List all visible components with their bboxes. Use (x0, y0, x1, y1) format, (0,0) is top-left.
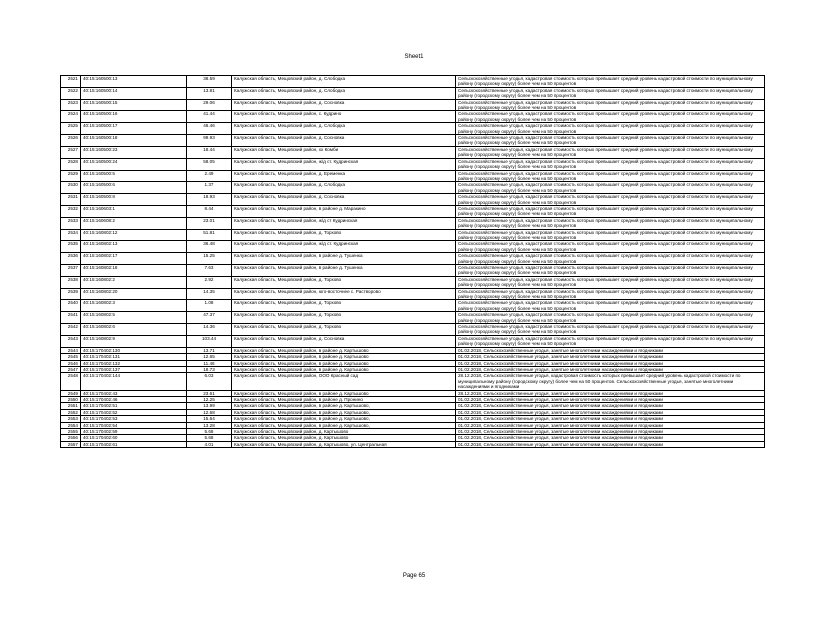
address-cell: Калужская область, Мещовский район, д. Слободка (232, 87, 456, 99)
cadastral-number-cell: 40:15:170402:53 (81, 416, 187, 422)
land-category-cell: Сельскохозяйственные угодья, кадастровая стоимость которых превышает средний уровень кадастровой стоимости по муниципальному району (городскому округу) более чем на 50 процентов (456, 253, 765, 265)
row-number-cell: 2544 (61, 347, 81, 353)
cadastral-number-cell: 40:15:160802:12 (81, 229, 187, 241)
area-cell: 13.99 (187, 403, 232, 409)
table-row (61, 300, 765, 312)
land-category-cell: 01.02.2018, Сельскохозяйственные угодья, занятые многолетними насаждениями и ягодниками (456, 422, 765, 428)
land-category-cell: 01.02.2018, Сельскохозяйственные угодья, занятые многолетними насаждениями и ягодниками (456, 360, 765, 366)
area-cell: 23.61 (187, 390, 232, 396)
area-cell: 5.68 (187, 428, 232, 434)
row-number-cell: 2548 (61, 373, 81, 390)
address-cell: Калужская область, Мещовский район, ж/д ст Кудринская (232, 217, 456, 229)
address-cell: Калужская область, Мещовский район, д. Торхово (232, 300, 456, 312)
row-number-cell: 2529 (61, 170, 81, 182)
area-cell: 29.06 (187, 99, 232, 111)
address-cell: Калужская область, Мещовский район, д. Торхово (232, 324, 456, 336)
address-cell: Калужская область, Мещовский район, д. Слободка (232, 123, 456, 135)
area-cell: 18.44 (187, 146, 232, 158)
table-row (61, 182, 765, 194)
land-category-cell: 01.02.2018, Сельскохозяйственные угодья, занятые многолетними насаждениями и ягодниками (456, 403, 765, 409)
address-cell: Калужская область, Мещовский район, д. Торхово (232, 276, 456, 288)
cadastral-number-cell: 40:15:160603:1 (81, 205, 187, 217)
land-category-cell: Сельскохозяйственные угодья, кадастровая стоимость которых превышает средний уровень кадастровой стоимости по муниципальному району (городскому округу) более чем на 50 процентов (456, 99, 765, 111)
address-cell: Калужская область, Мещовский район, д. Еременка (232, 170, 456, 182)
land-category-cell: Сельскохозяйственные угодья, кадастровая стоимость которых превышает средний уровень кадастровой стоимости по муниципальному району (городскому округу) более чем на 50 процентов (456, 300, 765, 312)
land-category-cell: Сельскохозяйственные угодья, кадастровая стоимость которых превышает средний уровень кадастровой стоимости по муниципальному району (городскому округу) более чем на 50 процентов (456, 123, 765, 135)
address-cell: Калужская область, Мещовский район, д. Слободка (232, 182, 456, 194)
land-category-cell: 01.02.2018, Сельскохозяйственные угодья, занятые многолетними насаждениями и ягодниками (456, 347, 765, 353)
address-cell: Калужская область, Мещовский район, в районе д. Маракино (232, 205, 456, 217)
cadastral-number-cell: 40:15:170402:52 (81, 409, 187, 415)
land-category-cell: 01.02.2018, Сельскохозяйственные угодья, занятые многолетними насаждениями и ягодниками (456, 435, 765, 441)
land-category-cell: Сельскохозяйственные угодья, кадастровая стоимость которых превышает средний уровень кадастровой стоимости по муниципальному району (городскому округу) более чем на 50 процентов (456, 135, 765, 147)
land-category-cell: Сельскохозяйственные угодья, кадастровая стоимость которых превышает средний уровень кадастровой стоимости по муниципальному району (городскому округу) более чем на 50 процентов (456, 276, 765, 288)
area-cell: 36.48 (187, 241, 232, 253)
table-row (61, 87, 765, 99)
row-number-cell: 2553 (61, 416, 81, 422)
cadastral-number-cell: 40:15:160500:8 (81, 194, 187, 206)
land-category-cell: 28.12.2018, Сельскохозяйственные угодья, кадастровая стоимость которых превышает средний уровень кадастровой стоимости по муниципальному району (городскому округу) более чем на 50 процентов. Сельскохозяйственные угодья, занятые многолетними насаждениями и ягодниками (456, 373, 765, 390)
address-cell: Калужская область, Мещовский район, д. Сосновка (232, 335, 456, 347)
area-cell: 51.81 (187, 229, 232, 241)
area-cell: 6.03 (187, 373, 232, 390)
address-cell: Калужская область, Мещовский район, в районе д. Картышово, (232, 409, 456, 415)
cadastral-number-cell: 40:15:170402:137 (81, 366, 187, 372)
land-category-cell: Сельскохозяйственные угодья, кадастровая стоимость которых превышает средний уровень кадастровой стоимости по муниципальному району (городскому округу) более чем на 50 процентов (456, 217, 765, 229)
area-cell: 23.01 (187, 217, 232, 229)
land-category-cell: 01.02.2018, Сельскохозяйственные угодья, занятые многолетними насаждениями и ягодниками (456, 354, 765, 360)
area-cell: 13.28 (187, 422, 232, 428)
row-number-cell: 2523 (61, 99, 81, 111)
area-cell: 1.08 (187, 300, 232, 312)
area-cell: 18.93 (187, 194, 232, 206)
area-cell: 8.44 (187, 205, 232, 217)
area-cell: 38.59 (187, 76, 232, 88)
row-number-cell: 2546 (61, 360, 81, 366)
land-plots-table (60, 75, 765, 448)
table-row (61, 99, 765, 111)
table-row (61, 324, 765, 336)
address-cell: Калужская область, Мещовский район, д. Сосновка (232, 194, 456, 206)
address-cell: Калужская область, Мещовский район, в районе д. Пронино (232, 396, 456, 402)
land-category-cell: 01.02.2018, Сельскохозяйственные угодья, занятые многолетними насаждениями и ягодниками (456, 409, 765, 415)
table-row (61, 312, 765, 324)
area-cell: 15.64 (187, 416, 232, 422)
address-cell: Калужская область, Мещовский район, д. Картышово (232, 435, 456, 441)
land-category-cell: Сельскохозяйственные угодья, кадастровая стоимость которых превышает средний уровень кадастровой стоимости по муниципальному району (городскому округу) более чем на 50 процентов (456, 265, 765, 277)
row-number-cell: 2539 (61, 288, 81, 300)
table-row (61, 123, 765, 135)
table-row (61, 265, 765, 277)
cadastral-number-cell: 40:15:160802:2 (81, 276, 187, 288)
table-row (61, 241, 765, 253)
land-category-cell: Сельскохозяйственные угодья, кадастровая стоимость которых превышает средний уровень кадастровой стоимости по муниципальному району (городскому округу) более чем на 50 процентов (456, 87, 765, 99)
cadastral-number-cell: 40:15:160500:24 (81, 158, 187, 170)
row-number-cell: 2547 (61, 366, 81, 372)
area-cell: 1.37 (187, 182, 232, 194)
row-number-cell: 2538 (61, 276, 81, 288)
land-category-cell: Сельскохозяйственные угодья, кадастровая стоимость которых превышает средний уровень кадастровой стоимости по муниципальному району (городскому округу) более чем на 50 процентов (456, 111, 765, 123)
cadastral-number-cell: 40:15:160500:18 (81, 135, 187, 147)
table-row (61, 194, 765, 206)
row-number-cell: 2522 (61, 87, 81, 99)
land-category-cell: Сельскохозяйственные угодья, кадастровая стоимость которых превышает средний уровень кадастровой стоимости по муниципальному району (городскому округу) более чем на 50 процентов (456, 158, 765, 170)
cadastral-number-cell: 40:15:170402:130 (81, 347, 187, 353)
land-category-cell: 01.02.2018, Сельскохозяйственные угодья, занятые многолетними насаждениями и ягодниками (456, 428, 765, 434)
table-row (61, 276, 765, 288)
row-number-cell: 2532 (61, 205, 81, 217)
table-row (61, 135, 765, 147)
cadastral-number-cell: 40:15:170402:60 (81, 435, 187, 441)
land-category-cell: Сельскохозяйственные угодья, кадастровая стоимость которых превышает средний уровень кадастровой стоимости по муниципальному району (городскому округу) более чем на 50 процентов (456, 170, 765, 182)
row-number-cell: 2543 (61, 335, 81, 347)
area-cell: 11.46 (187, 360, 232, 366)
address-cell: Калужская область, Мещовский район, д. Торхово (232, 312, 456, 324)
address-cell: Калужская область, Мещовский район, д. Торхово (232, 229, 456, 241)
area-cell: 103.44 (187, 335, 232, 347)
address-cell: Калужская область, Мещовский район, в районе д. Картышово (232, 390, 456, 396)
area-cell: 12.65 (187, 354, 232, 360)
address-cell: Калужская область, Мещовский район, в районе д. Тушенка (232, 253, 456, 265)
land-category-cell: Сельскохозяйственные угодья, кадастровая стоимость которых превышает средний уровень кадастровой стоимости по муниципальному району (городскому округу) более чем на 50 процентов (456, 194, 765, 206)
table-row (61, 146, 765, 158)
cadastral-number-cell: 40:15:170402:43 (81, 390, 187, 396)
row-number-cell: 2537 (61, 265, 81, 277)
cadastral-number-cell: 40:15:170402:46 (81, 396, 187, 402)
table-row (61, 253, 765, 265)
row-number-cell: 2556 (61, 435, 81, 441)
area-cell: 15.25 (187, 253, 232, 265)
land-category-cell: 01.02.2018, Сельскохозяйственные угодья, занятые многолетними насаждениями и ягодниками (456, 416, 765, 422)
row-number-cell: 2527 (61, 146, 81, 158)
address-cell: Калужская область, Мещовский район, в районе д. Картышово, (232, 422, 456, 428)
land-category-cell: Сельскохозяйственные угодья, кадастровая стоимость которых превышает средний уровень кадастровой стоимости по муниципальному району (городскому округу) более чем на 50 процентов (456, 76, 765, 88)
address-cell: Калужская область, Мещовский район, в районе д. Картышово, (232, 403, 456, 409)
sheet-title: Sheet1 (404, 54, 424, 60)
cadastral-number-cell: 40:15:160802:20 (81, 288, 187, 300)
address-cell: Калужская область, Мещовский район, ж/д ст. Кудринская (232, 158, 456, 170)
row-number-cell: 2540 (61, 300, 81, 312)
table-row (61, 229, 765, 241)
row-number-cell: 2535 (61, 241, 81, 253)
table-row (61, 288, 765, 300)
area-cell: 13.81 (187, 87, 232, 99)
row-number-cell: 2528 (61, 158, 81, 170)
area-cell: 12.68 (187, 409, 232, 415)
row-number-cell: 2552 (61, 409, 81, 415)
area-cell: 46.46 (187, 123, 232, 135)
table-row (61, 441, 765, 447)
table-row (61, 111, 765, 123)
cadastral-number-cell: 40:15:170402:144 (81, 373, 187, 390)
cadastral-number-cell: 40:15:170402:132 (81, 360, 187, 366)
cadastral-number-cell: 40:15:160802:17 (81, 253, 187, 265)
row-number-cell: 2526 (61, 135, 81, 147)
row-number-cell: 2534 (61, 229, 81, 241)
land-category-cell: 28.12.2018, Сельскохозяйственные угодья, занятые многолетними насаждениями и ягодниками (456, 390, 765, 396)
land-category-cell: Сельскохозяйственные угодья, кадастровая стоимость которых превышает средний уровень кадастровой стоимости по муниципальному району (городскому округу) более чем на 50 процентов (456, 205, 765, 217)
address-cell: Калужская область, Мещовский район, юго-восточнее с. Растворово (232, 288, 456, 300)
row-number-cell: 2545 (61, 354, 81, 360)
row-number-cell: 2524 (61, 111, 81, 123)
area-cell: 14.36 (187, 324, 232, 336)
cadastral-number-cell: 40:15:160500:15 (81, 99, 187, 111)
cadastral-number-cell: 40:15:160500:17 (81, 123, 187, 135)
address-cell: Калужская область, Мещовский район, с. Кудрино (232, 111, 456, 123)
row-number-cell: 2525 (61, 123, 81, 135)
row-number-cell: 2554 (61, 422, 81, 428)
land-category-cell: Сельскохозяйственные угодья, кадастровая стоимость которых превышает средний уровень кадастровой стоимости по муниципальному району (городскому округу) более чем на 50 процентов (456, 324, 765, 336)
area-cell: 5.68 (187, 435, 232, 441)
row-number-cell: 2530 (61, 182, 81, 194)
cadastral-number-cell: 40:15:160802:5 (81, 312, 187, 324)
land-category-cell: 01.02.2018, Сельскохозяйственные угодья, занятые многолетними насаждениями и ягодниками (456, 441, 765, 447)
cadastral-number-cell: 40:15:160802:3 (81, 300, 187, 312)
row-number-cell: 2550 (61, 396, 81, 402)
address-cell: Калужская область, Мещовский район, в районе д. Картышово (232, 347, 456, 353)
cadastral-number-cell: 40:15:160500:23 (81, 146, 187, 158)
row-number-cell: 2536 (61, 253, 81, 265)
cadastral-number-cell: 40:15:160500:13 (81, 76, 187, 88)
address-cell: Калужская область, Мещовский район, ж/д ст. Кудринская (232, 241, 456, 253)
row-number-cell: 2549 (61, 390, 81, 396)
land-category-cell: Сельскохозяйственные угодья, кадастровая стоимость которых превышает средний уровень кадастровой стоимости по муниципальному району (городскому округу) более чем на 50 процентов (456, 335, 765, 347)
cadastral-number-cell: 40:15:160500:16 (81, 111, 187, 123)
table-row (61, 205, 765, 217)
land-category-cell: Сельскохозяйственные угодья, кадастровая стоимость которых превышает средний уровень кадастровой стоимости по муниципальному району (городскому округу) более чем на 50 процентов (456, 229, 765, 241)
row-number-cell: 2531 (61, 194, 81, 206)
row-number-cell: 2533 (61, 217, 81, 229)
row-number-cell: 2541 (61, 312, 81, 324)
table-row (61, 76, 765, 88)
address-cell: Калужская область, Мещовский район, в районе д. Картышово, (232, 416, 456, 422)
area-cell: 4.01 (187, 441, 232, 447)
area-cell: 7.63 (187, 265, 232, 277)
cadastral-number-cell: 40:15:170402:51 (81, 403, 187, 409)
cadastral-number-cell: 40:15:160500:5 (81, 170, 187, 182)
area-cell: 2.92 (187, 276, 232, 288)
cadastral-number-cell: 40:15:170402:131 (81, 354, 187, 360)
address-cell: Калужская область, Мещовский район, в районе д. Картышово (232, 360, 456, 366)
area-cell: 99.93 (187, 135, 232, 147)
cadastral-number-cell: 40:15:170402:59 (81, 428, 187, 434)
land-category-cell: Сельскохозяйственные угодья, кадастровая стоимость которых превышает средний уровень кадастровой стоимости по муниципальному району (городскому округу) более чем на 50 процентов (456, 182, 765, 194)
row-number-cell: 2551 (61, 403, 81, 409)
address-cell: Калужская область, Мещовский район, хх Комби (232, 146, 456, 158)
table-body (61, 76, 765, 448)
cadastral-number-cell: 40:15:170402:61 (81, 441, 187, 447)
address-cell: Калужская область, Мещовский район, д. Картышово (232, 428, 456, 434)
cadastral-number-cell: 40:15:160802:18 (81, 265, 187, 277)
row-number-cell: 2542 (61, 324, 81, 336)
land-category-cell: Сельскохозяйственные угодья, кадастровая стоимость которых превышает средний уровень кадастровой стоимости по муниципальному району (городскому округу) более чем на 50 процентов (456, 241, 765, 253)
cadastral-number-cell: 40:15:160500:14 (81, 87, 187, 99)
row-number-cell: 2555 (61, 428, 81, 434)
table-row (61, 170, 765, 182)
area-cell: 14.35 (187, 288, 232, 300)
row-number-cell: 2521 (61, 76, 81, 88)
address-cell: Калужская область, Мещовский район, д. Картышово, ул. Центральная (232, 441, 456, 447)
land-category-cell: 01.02.2018, Сельскохозяйственные угодья, занятые многолетними насаждениями и ягодниками (456, 396, 765, 402)
cadastral-number-cell: 40:15:160608:2 (81, 217, 187, 229)
page-number: Page 65 (402, 573, 426, 579)
land-category-cell: 01.02.2018, Сельскохозяйственные угодья, занятые многолетними насаждениями и ягодниками (456, 366, 765, 372)
address-cell: Калужская область, Мещовский район, д. Сосновка (232, 135, 456, 147)
area-cell: 13.71 (187, 347, 232, 353)
area-cell: 12.25 (187, 396, 232, 402)
address-cell: Калужская область, Мещовский район, д. Сосновка (232, 99, 456, 111)
row-number-cell: 2557 (61, 441, 81, 447)
address-cell: Калужская область, Мещовский район, в районе д. Картышово (232, 354, 456, 360)
area-cell: 58.05 (187, 158, 232, 170)
table-row (61, 217, 765, 229)
cadastral-number-cell: 40:15:160802:9 (81, 335, 187, 347)
area-cell: 2.49 (187, 170, 232, 182)
table-row (61, 158, 765, 170)
table-row (61, 373, 765, 390)
area-cell: 18.73 (187, 366, 232, 372)
cadastral-number-cell: 40:15:160802:6 (81, 324, 187, 336)
area-cell: 47.37 (187, 312, 232, 324)
land-category-cell: Сельскохозяйственные угодья, кадастровая стоимость которых превышает средний уровень кадастровой стоимости по муниципальному району (городскому округу) более чем на 50 процентов (456, 312, 765, 324)
table-row (61, 335, 765, 347)
land-category-cell: Сельскохозяйственные угодья, кадастровая стоимость которых превышает средний уровень кадастровой стоимости по муниципальному району (городскому округу) более чем на 50 процентов (456, 288, 765, 300)
cadastral-number-cell: 40:15:160802:13 (81, 241, 187, 253)
cadastral-number-cell: 40:15:160500:6 (81, 182, 187, 194)
address-cell: Калужская область, Мещовский район, ООО Красный сад (232, 373, 456, 390)
land-category-cell: Сельскохозяйственные угодья, кадастровая стоимость которых превышает средний уровень кадастровой стоимости по муниципальному району (городскому округу) более чем на 50 процентов (456, 146, 765, 158)
area-cell: 41.44 (187, 111, 232, 123)
address-cell: Калужская область, Мещовский район, в районе д. Тушенка (232, 265, 456, 277)
address-cell: Калужская область, Мещовский район, в районе д. Картышово (232, 366, 456, 372)
cadastral-number-cell: 40:15:170402:54 (81, 422, 187, 428)
address-cell: Калужская область, Мещовский район, д. Слободка (232, 76, 456, 88)
